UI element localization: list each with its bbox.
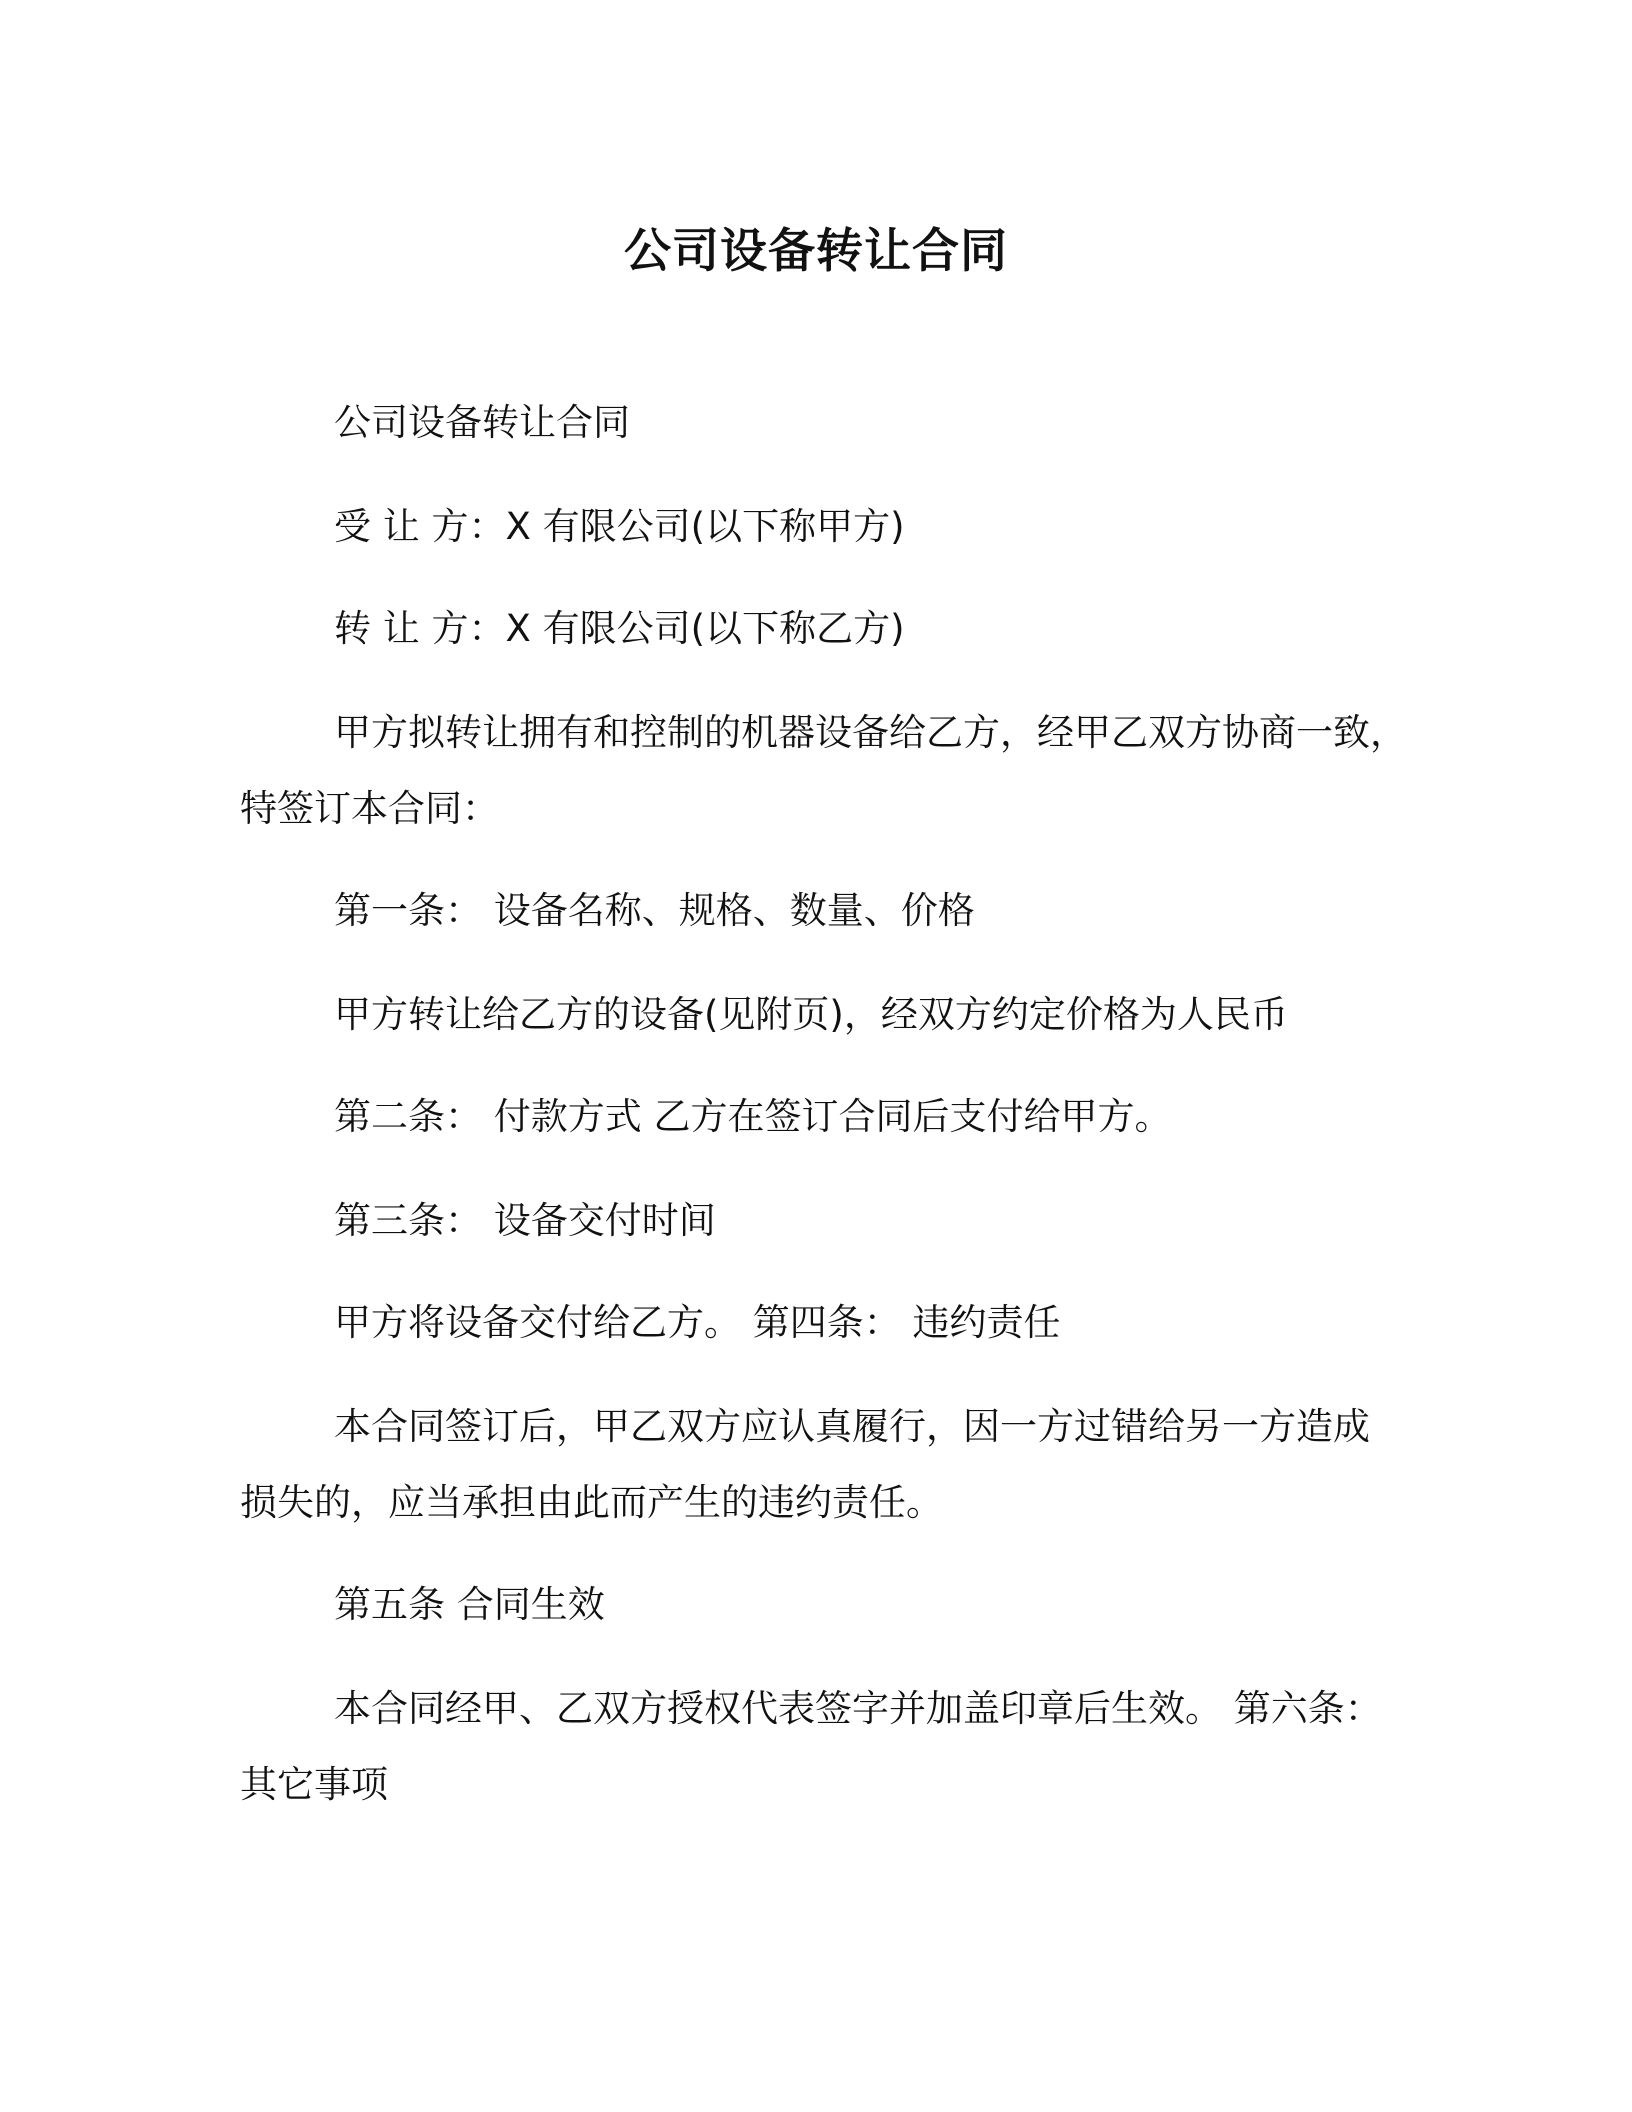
article-1-heading: 第一条： 设备名称、规格、数量、价格: [334, 889, 975, 932]
article-5-body-line-1: 本合同经甲、乙双方授权代表签字并加盖印章后生效。 第六条：: [334, 1687, 1382, 1730]
heading-line: 公司设备转让合同: [334, 401, 630, 444]
preamble-line-1: 甲方拟转让拥有和控制的机器设备给乙方，经甲乙双方协商一致，: [334, 711, 1407, 754]
article-4-body-line-1: 本合同签订后，甲乙双方应认真履行，因一方过错给另一方造成: [334, 1405, 1370, 1448]
article-6-heading: 其它事项: [240, 1763, 388, 1806]
preamble-line-2: 特签订本合同：: [240, 787, 499, 830]
transferor-line: 转 让 方：X 有限公司(以下称乙方): [334, 607, 905, 650]
article-5-heading: 第五条 合同生效: [334, 1583, 605, 1626]
document-title: 公司设备转让合同: [624, 224, 1008, 279]
article-1-body: 甲方转让给乙方的设备(见附页)，经双方约定价格为人民币: [334, 993, 1288, 1036]
article-3-body: 甲方将设备交付给乙方。 第四条： 违约责任: [334, 1301, 1061, 1344]
article-2-line: 第二条： 付款方式 乙方在签订合同后支付给甲方。: [334, 1095, 1172, 1138]
article-3-heading: 第三条： 设备交付时间: [334, 1199, 716, 1242]
transferee-line: 受 让 方：X 有限公司(以下称甲方): [334, 505, 905, 548]
article-4-body-line-2: 损失的，应当承担由此而产生的违约责任。: [240, 1481, 943, 1524]
